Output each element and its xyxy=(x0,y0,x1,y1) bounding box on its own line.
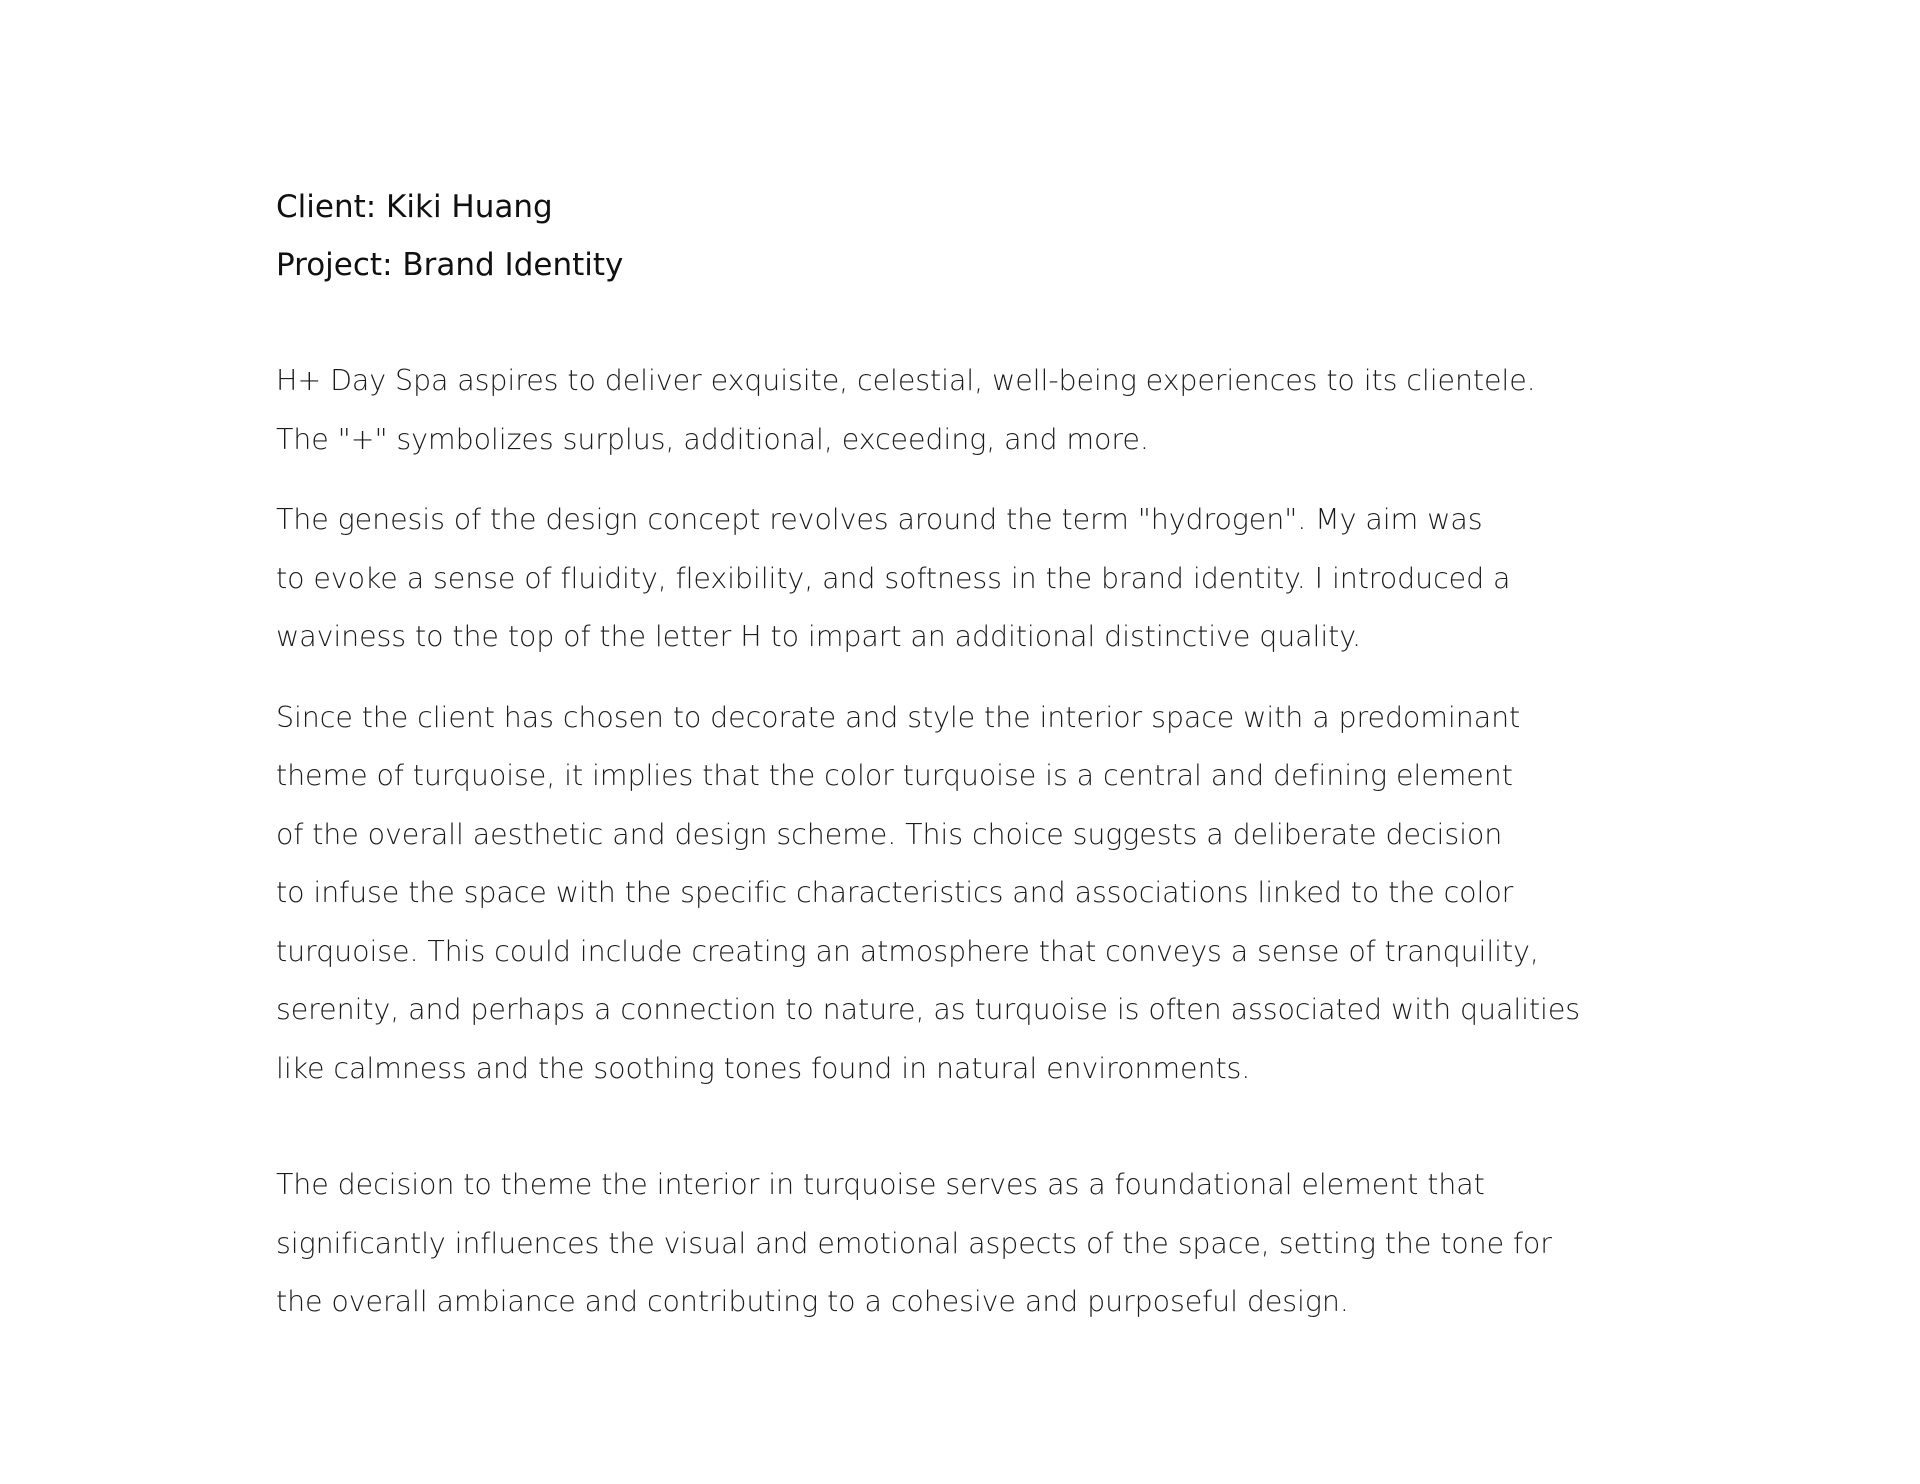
text-line: to infuse the space with the specific characteristics and associations linked to the color xyxy=(276,876,1514,909)
text-line: Since the client has chosen to decorate and style the interior space with a predominant xyxy=(276,700,1521,734)
text-line: The decision to theme the interior in turquoise serves as a foundational element that xyxy=(276,1168,1485,1201)
text-line: the overall ambiance and contributing to a cohesive and purposeful design. xyxy=(276,1285,1349,1318)
text-line: like calmness and the soothing tones found in natural environments. xyxy=(276,1051,1251,1085)
project-line: Project: Brand Identity xyxy=(276,247,624,283)
text-line: of the overall aesthetic and design scheme. This choice suggests a deliberate decision xyxy=(276,817,1503,851)
text-line: turquoise. This could include creating an atmosphere that conveys a sense of tranquility, xyxy=(276,934,1539,968)
paragraph-turquoise xyxy=(276,689,1676,1099)
text-line: H+ Day Spa aspires to deliver exquisite, celestial, well-being experiences to its clientele. xyxy=(276,364,1536,397)
text-line: theme of turquoise, it implies that the color turquoise is a central and defining element xyxy=(276,759,1513,792)
paragraph-intro xyxy=(276,352,1676,469)
paragraph-concept xyxy=(276,491,1676,667)
project-header xyxy=(276,178,1676,294)
text-line: waviness to the top of the letter H to impart an additional distinctive quality. xyxy=(276,620,1361,653)
paragraph-conclusion xyxy=(276,1156,1676,1332)
text-line: serenity, and perhaps a connection to nature, as turquoise is often associated with qualities xyxy=(276,993,1581,1026)
document-page xyxy=(276,178,1676,1332)
client-line: Client: Kiki Huang xyxy=(276,189,553,225)
text-line: The genesis of the design concept revolves around the term "hydrogen". My aim was xyxy=(276,503,1483,536)
text-line: significantly influences the visual and emotional aspects of the space, setting the tone for xyxy=(276,1226,1552,1260)
text-line: The "+" symbolizes surplus, additional, exceeding, and more. xyxy=(276,422,1149,456)
text-line: to evoke a sense of fluidity, flexibility, and softness in the brand identity. I introduced a xyxy=(276,561,1511,595)
